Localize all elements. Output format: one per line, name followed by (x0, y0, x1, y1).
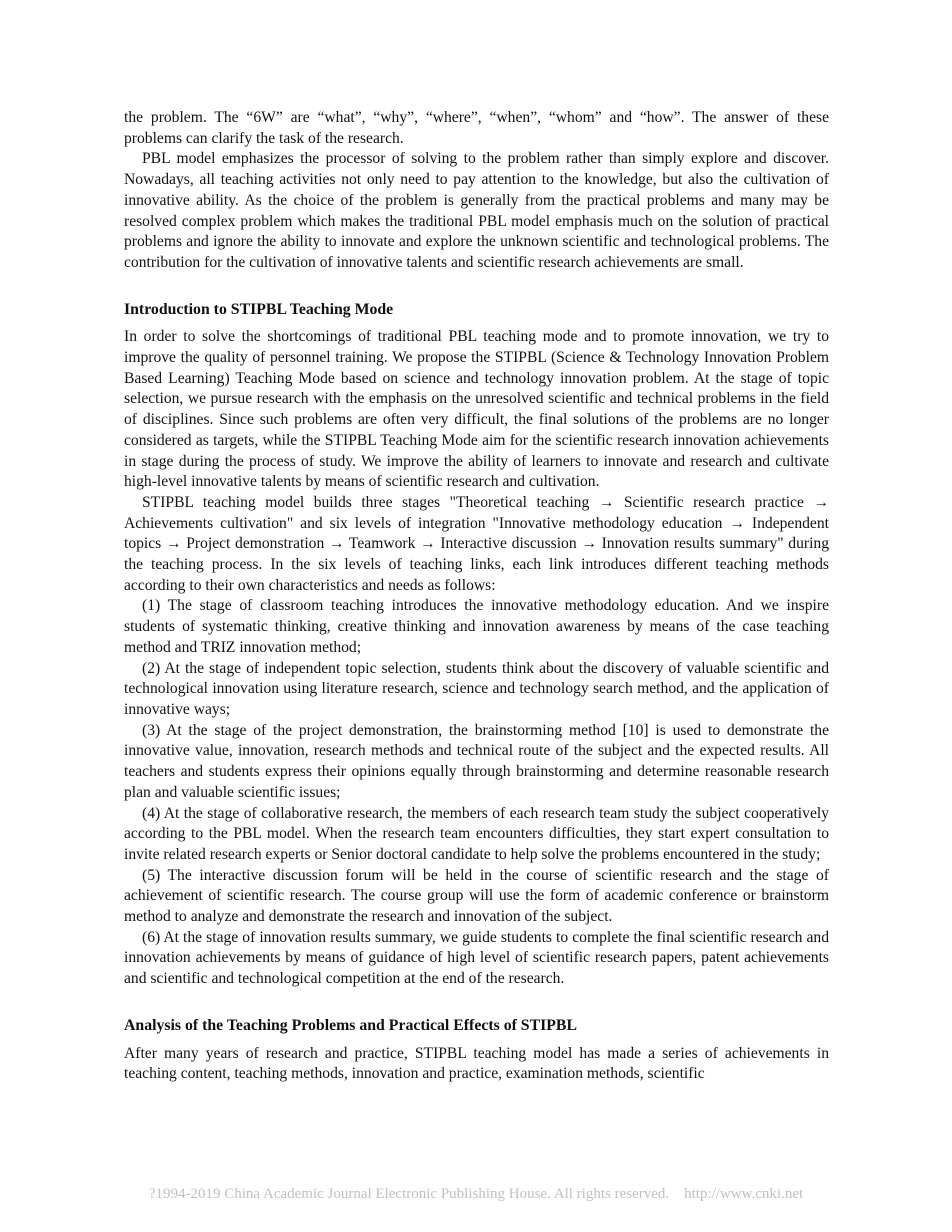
copyright-footer: ?1994-2019 China Academic Journal Electronic Publishing House. All rights reserved. http://www.cnki.net (148, 1186, 804, 1202)
list-item-4: (4) At the stage of collaborative research, the members of each research team study the subject cooperatively according to the PBL model. When the research team encounters difficulties, they start expert consultation to invite related research experts or Senior doctoral candidate to help solve the problems encountered in the study; (124, 804, 829, 863)
list-item-3: (3) At the stage of the project demonstration, the brainstorming method [10] is used to demonstrate the innovative value, innovation, research methods and technical route of the subject and the expected results. All teachers and students express their opinions equally through brainstorming and determine reasonable research plan and valuable scientific issues; (124, 721, 829, 801)
list-item-2: (2) At the stage of independent topic selection, students think about the discovery of valuable scientific and technological innovation using literature research, science and technology search method, and the application of innovative ways; (124, 659, 829, 718)
list-item-5: (5) The interactive discussion forum will be held in the course of scientific research and the stage of achievement of scientific research. The course group will use the form of academic conference or brainstorm method to analyze and demonstrate the research and innovation of the subject. (124, 866, 829, 926)
article-body (124, 108, 829, 1085)
list-item-6: (6) At the stage of innovation results summary, we guide students to complete the final scientific research and innovation achievements by means of guidance of high level of scientific research papers, patent achievements and scientific and technological competition at the end of the research. (124, 928, 829, 988)
section-heading-introduction: Introduction to STIPBL Teaching Mode (124, 300, 394, 318)
list-item-1: (1) The stage of classroom teaching introduces the innovative methodology education. And we inspire students of systematic thinking, creative thinking and innovation awareness by means of the case teaching method and TRIZ innovation method; (124, 597, 829, 656)
paragraph-6w-continued: the problem. The “6W” are “what”, “why”, “where”, “when”, “whom” and “how”. The answer of these problems can clarify the task of the research. (124, 109, 829, 147)
paragraph-pbl-model: PBL model emphasizes the processor of solving to the problem rather than simply explore and discover. Nowadays, all teaching activities not only need to pay attention to the knowledge, but also the cultivation of innovative ability. As the choice of the problem is generally from the practical problems and many may be resolved complex problem which makes the traditional PBL model emphasis much on the solution of practical problems and ignore the ability to innovate and explore the unknown scientific and technological problems. The contribution for the cultivation of innovative talents and scientific research achievements are small. (124, 150, 829, 271)
section-heading-analysis: Analysis of the Teaching Problems and Practical Effects of STIPBL (124, 1016, 577, 1034)
paragraph-stipbl-intro: In order to solve the shortcomings of traditional PBL teaching mode and to promote innovation, we try to improve the quality of personnel training. We propose the STIPBL (Science & Technology Innovation Problem Based Learning) Teaching Mode based on science and technology innovation problem. At the stage of topic selection, we pursue research with the emphasis on the unresolved scientific and technical problems in the field of disciplines. Since such problems are often very difficult, the final solutions of the problems are no longer considered as targets, while the STIPBL Teaching Mode aim for the scientific research innovation achievements in stage during the process of study. We improve the ability of learners to innovate and research and cultivate high-level innovative talents by means of scientific research and cultivation. (124, 328, 829, 491)
paragraph-stipbl-stages: STIPBL teaching model builds three stages "Theoretical teaching → Scientific research practice → Achievements cultivation" and six levels of integration "Innovative methodology education → Independent topics → Project demonstration → Teamwork → Interactive discussion → Innovation results summary" during the teaching process. In the six levels of teaching links, each link introduces different teaching methods according to their own characteristics and needs as follows: (124, 493, 829, 594)
paragraph-analysis: After many years of research and practice, STIPBL teaching model has made a series of achievements in teaching content, teaching methods, innovation and practice, examination methods, scientific (124, 1044, 829, 1083)
